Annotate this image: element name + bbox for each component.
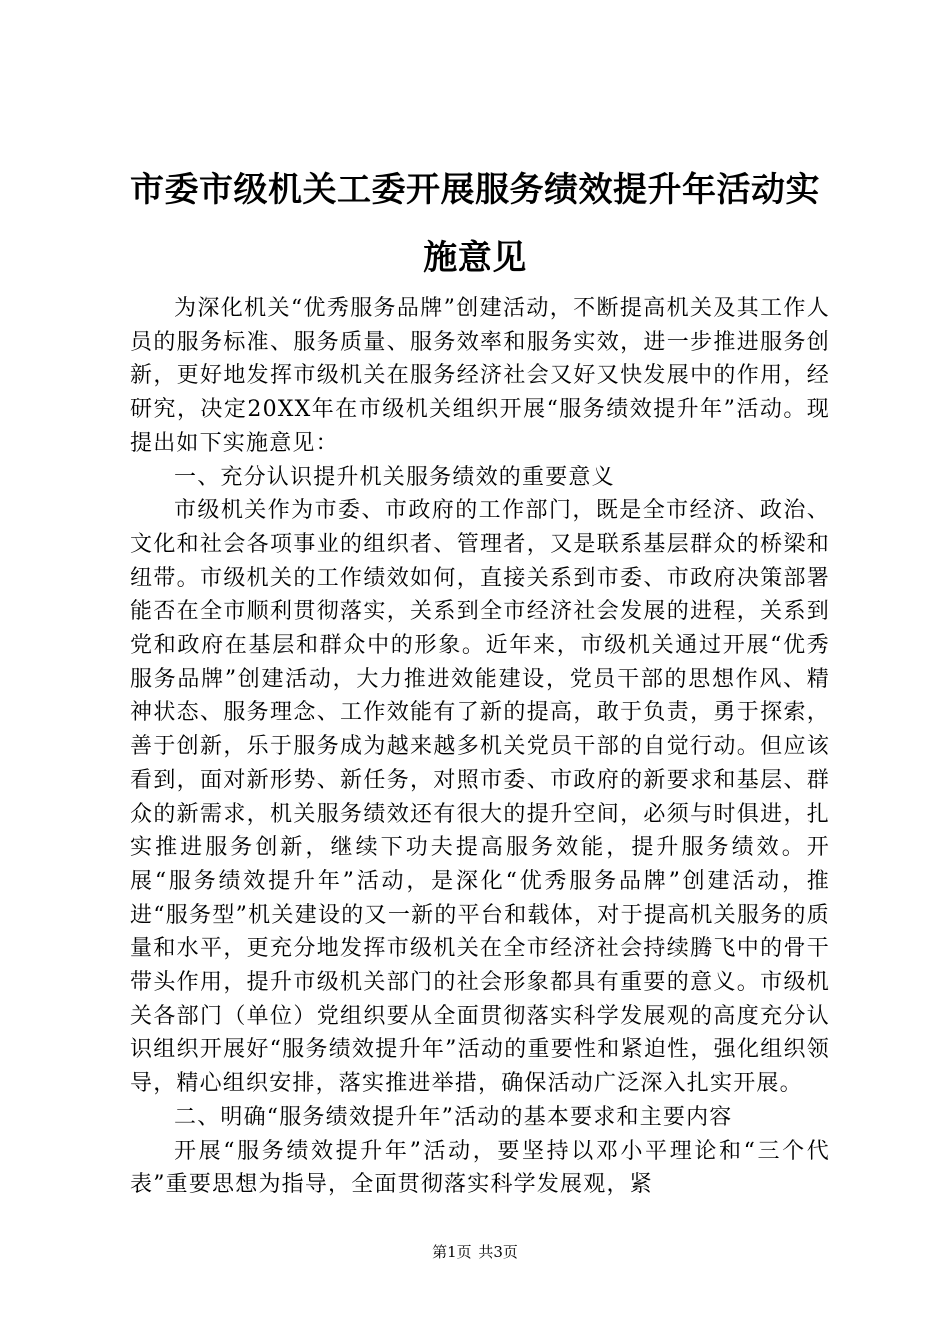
page-number: 第1页 [432,1243,472,1261]
section-2-paragraph: 开展“服务绩效提升年”活动，要坚持以邓小平理论和“三个代表”重要思想为指导，全面贯彻落实科学发展观，紧 [130,1138,830,1198]
intro-paragraph: 为深化机关“优秀服务品牌”创建活动，不断提高机关及其工作人员的服务标准、服务质量、服务效率和服务实效，进一步推进服务创新，更好地发挥市级机关在服务经济社会又好又快发展中的作用，经研究，决定20XX年在市级机关组织开展“服务绩效提升年”活动。现提出如下实施意见： [130,296,830,456]
section-1-paragraph: 市级机关作为市委、市政府的工作部门，既是全市经济、政治、文化和社会各项事业的组织者、管理者，又是联系基层群众的桥梁和纽带。市级机关的工作绩效如何，直接关系到市委、市政府决策部署能否在全市顺利贯彻落实，关系到全市经济社会发展的进程，关系到党和政府在基层和群众中的形象。近年来，市级机关通过开展“优秀服务品牌”创建活动，大力推进效能建设，党员干部的思想作风、精神状态、服务理念、工作效能有了新的提高，敢于负责，勇于探索，善于创新，乐于服务成为越来越多机关党员干部的自觉行动。但应该看到，面对新形势、新任务，对照市委、市政府的新要求和基层、群众的新需求，机关服务绩效还有很大的提升空间，必须与时俱进，扎实推进服务创新，继续下功夫提高服务效能，提升服务绩效。开展“服务绩效提升年”活动，是深化“优秀服务品牌”创建活动，推进“服务型”机关建设的又一新的平台和载体，对于提高机关服务的质量和水平，更充分地发挥市级机关在全市经济社会持续腾飞中的骨干带头作用，提升市级机关部门的社会形象都具有重要的意义。市级机关各部门（单位）党组织要从全面贯彻落实科学发展观的高度充分认识组织开展好“服务绩效提升年”活动的重要性和紧迫性，强化组织领导，精心组织安排，落实推进举措，确保活动广泛深入扎实开展。 [130,498,830,1097]
document-body [130,292,830,1202]
section-heading-1: 一、充分认识提升机关服务绩效的重要意义 [174,464,615,490]
section-heading-2: 二、明确“服务绩效提升年”活动的基本要求和主要内容 [174,1104,733,1130]
page-footer [0,1242,950,1262]
document-title: 市委市级机关工委开展服务绩效提升年活动实施意见 [130,170,820,278]
page-total: 共3页 [478,1243,518,1261]
